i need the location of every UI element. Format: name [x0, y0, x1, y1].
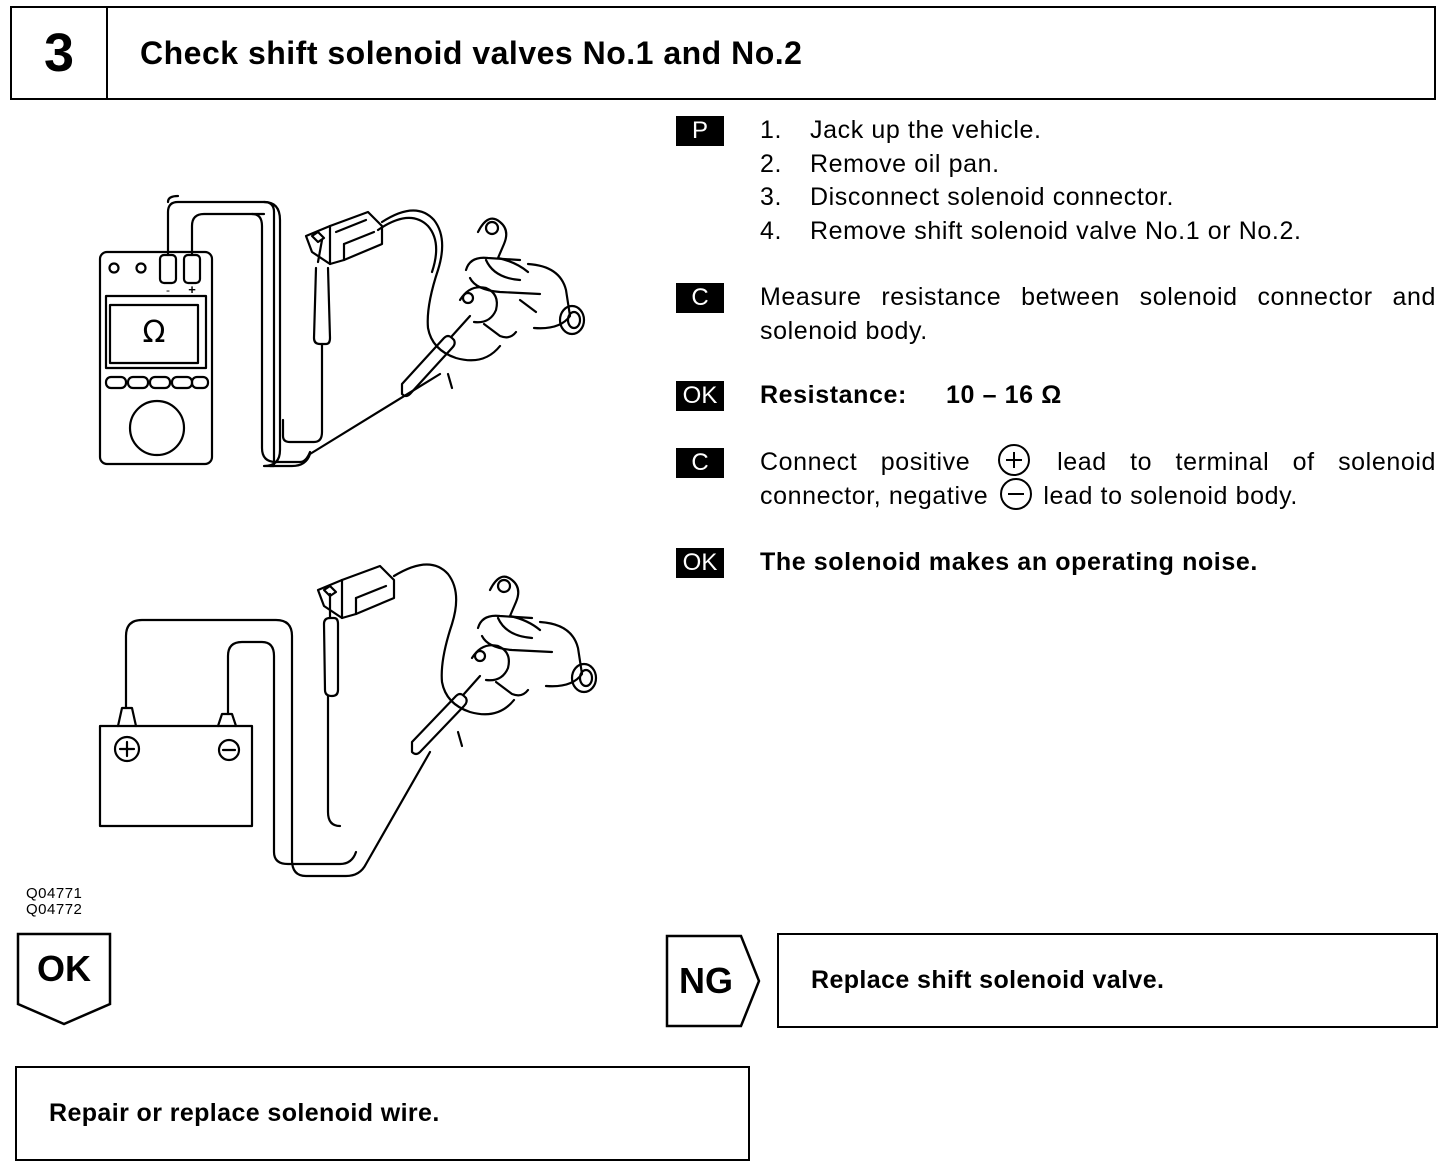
resistance-check-text: Measure resistance between solenoid connector and solenoid body. — [760, 283, 1436, 345]
solenoid-valve-icon — [460, 219, 584, 338]
figure-code: Q04771 — [26, 885, 83, 902]
operating-noise-text: The solenoid makes an operating noise. — [760, 548, 1258, 576]
check-badge-2: C — [676, 448, 724, 478]
meter-minus-label: - — [166, 283, 170, 297]
ok-action-box — [15, 1066, 750, 1161]
ng-action-box — [777, 933, 1438, 1028]
prep-step: 2. Remove oil pan. — [760, 149, 1000, 178]
ok-result-marker — [16, 932, 112, 1026]
ok-action-text: Repair or replace solenoid wire. — [49, 1099, 440, 1127]
positive-terminal-icon — [998, 444, 1030, 476]
prep-badge: P — [676, 116, 724, 146]
figure-codes — [26, 886, 82, 918]
step-title: Check shift solenoid valves No.1 and No.2 — [140, 34, 803, 71]
step-number: 3 — [12, 8, 108, 98]
solenoid-test-illustration — [0, 100, 660, 880]
negative-terminal-icon — [1000, 478, 1032, 510]
ok-result-label: OK — [37, 948, 91, 989]
step-header — [10, 6, 1436, 100]
ohm-symbol: Ω — [142, 315, 166, 350]
meter-plus-label: + — [188, 282, 196, 297]
ng-action-text: Replace shift solenoid valve. — [811, 966, 1165, 994]
solenoid-connector-icon-2 — [318, 566, 394, 618]
ng-result-marker — [665, 934, 761, 1028]
ng-result-label: NG — [679, 960, 733, 1001]
resistance-value: 10 – 16 Ω — [946, 381, 1062, 409]
resistance-spec — [760, 379, 1062, 413]
battery-icon — [100, 708, 252, 826]
check-badge: C — [676, 283, 724, 313]
solenoid-valve-icon-2 — [472, 577, 596, 696]
prep-steps — [760, 114, 1440, 248]
prep-step: 4. Remove shift solenoid valve No.1 or No.2. — [760, 216, 1302, 245]
prep-step: 3. Disconnect solenoid connector. — [760, 183, 1175, 211]
prep-step: 1. Jack up the vehicle. — [760, 116, 1042, 144]
resistance-label: Resistance: — [760, 381, 907, 409]
ok-badge: OK — [676, 381, 724, 411]
figure-code: Q04772 — [26, 901, 83, 918]
operation-check-text: Connect positive lead to terminal of solenoid connector, negative lead to solenoid body. — [760, 446, 1436, 513]
solenoid-connector-icon — [306, 212, 382, 264]
ok-badge-2: OK — [676, 548, 724, 578]
